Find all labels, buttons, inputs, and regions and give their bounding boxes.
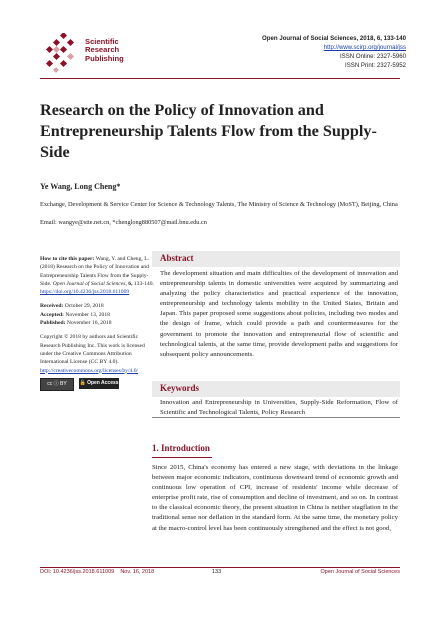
introduction-rule — [152, 457, 212, 458]
citation-block — [40, 255, 155, 296]
footer-date: Nov. 16, 2018 — [120, 569, 155, 575]
keywords-text: Innovation and Entrepreneurship in Universities, Supply-Side Reformation, Flow of Scientific and Technological Talents, Policy Research — [160, 399, 398, 417]
cite-doi-link[interactable]: https://doi.org/10.4236/jss.2018.611009 — [40, 289, 130, 296]
footer-journal-name: Open Journal of Social Sciences — [320, 569, 400, 575]
open-access-label: Open Access — [87, 379, 119, 386]
keywords-header — [152, 381, 400, 397]
accepted-date — [40, 311, 155, 319]
keywords-heading: Keywords — [160, 383, 199, 393]
abstract-header — [152, 251, 400, 267]
received-label: Received: — [40, 303, 64, 310]
published-label: Published: — [40, 320, 66, 327]
received-value: October 29, 2018 — [64, 303, 104, 310]
publisher-line: Research — [85, 45, 120, 55]
footer-doi — [40, 569, 154, 575]
published-date — [40, 319, 155, 327]
cc-by-badge-icon[interactable]: cc ⓘ BY — [40, 378, 74, 391]
open-lock-icon: 🔓 — [79, 379, 86, 386]
cite-journal: Open Journal of Social Sciences, — [52, 280, 127, 287]
article-title: Research on the Policy of Innovation and Entrepreneurship Talents Flow from the Supply-Side — [40, 101, 377, 161]
open-access-badge[interactable] — [79, 378, 119, 389]
abstract-text: The development situation and main difficulties of the development of innovation and entrepreneurship talents in domestic universities were acquired by summarizing and analyzing the policy characteristics and practical experience of the innovation, entrepreneurship and technology talents mobility in the United States, Britain and Japan. This paper proposed some suggestions about policies, including two modes and the design of frame, which could provide a path and countermeasures for the government to promote the innovation and entrepreneurial flow of scientific and technological talents, at the same time, provide development paths and suggestions for subsequent policy announcements. — [160, 270, 398, 358]
issn-print: ISSN Print: 2327-5952 — [345, 62, 406, 70]
journal-citation-line: Open Journal of Social Sciences, 2018, 6, 133-140 — [262, 35, 406, 42]
scirp-logo-icon — [41, 33, 81, 73]
received-date — [40, 302, 155, 310]
publisher-name — [85, 38, 124, 63]
abstract-heading: Abstract — [160, 253, 194, 263]
author-email: Email: wangye@stte.net.cn, *chenglong880507@mail.bnu.edu.cn — [40, 219, 207, 226]
cite-label: How to cite this paper: — [40, 256, 95, 262]
article-authors: Ye Wang, Long Cheng* — [40, 182, 121, 191]
published-value: November 16, 2018 — [66, 320, 112, 327]
header-rule — [40, 78, 400, 79]
license-link[interactable]: http://creativecommons.org/licenses/by/4.0/ — [40, 367, 139, 374]
license-badges — [40, 378, 155, 391]
issn-online: ISSN Online: 2327-5960 — [339, 53, 406, 61]
footer-rule — [40, 567, 400, 568]
page-number: 133 — [212, 569, 222, 575]
footer-doi-text: DOI: 10.4236/jss.2018.611009 — [40, 569, 115, 575]
publisher-line: Scientific — [85, 37, 119, 46]
section-divider — [152, 417, 400, 418]
cite-text: Wang, Y. and Cheng, L. (2018) Research on the Policy of Innovation and Entrepreneurship Talents Flow from the Supply-Side. — [40, 256, 150, 287]
article-sidebar — [40, 255, 155, 391]
introduction-heading: 1. Introduction — [152, 443, 210, 453]
accepted-value: November 13, 2018 — [65, 311, 110, 318]
journal-info — [262, 34, 406, 70]
publisher-line: Publishing — [85, 53, 124, 63]
journal-url-link[interactable]: http://www.scirp.org/journal/jss — [323, 44, 406, 52]
accepted-label: Accepted: — [40, 311, 64, 318]
cite-volume: 6, — [128, 280, 133, 287]
copyright-notice: Copyright © 2018 by authors and Scientific Research Publishing Inc. This work is licensed under the Creative Commons Attribution International License (CC BY 4.0). — [40, 334, 145, 366]
author-affiliation: Exchange, Development & Service Center for Science & Technology Talents, The Ministry of Science & Technology (MoST), Beijing, China — [40, 201, 398, 208]
introduction-text: Since 2015, China's economy has entered a new stage, with deviations in the linkage between major economic indicators, continuous downward trend of economic growth and continuous low operation of CPI, increase of residents' income while decrease of enterprise profit rate, rise of consumption and decline of investment, and so on. In contrast to the classical economic theory, the present situation in China is neither stagflation in the traditional sense nor deflation in the standard form. At the same time, the monetary policy at the macro-control level has been continuously strengthened and the effect is not good, — [152, 464, 398, 532]
cite-pages: 133-140. — [133, 280, 154, 287]
